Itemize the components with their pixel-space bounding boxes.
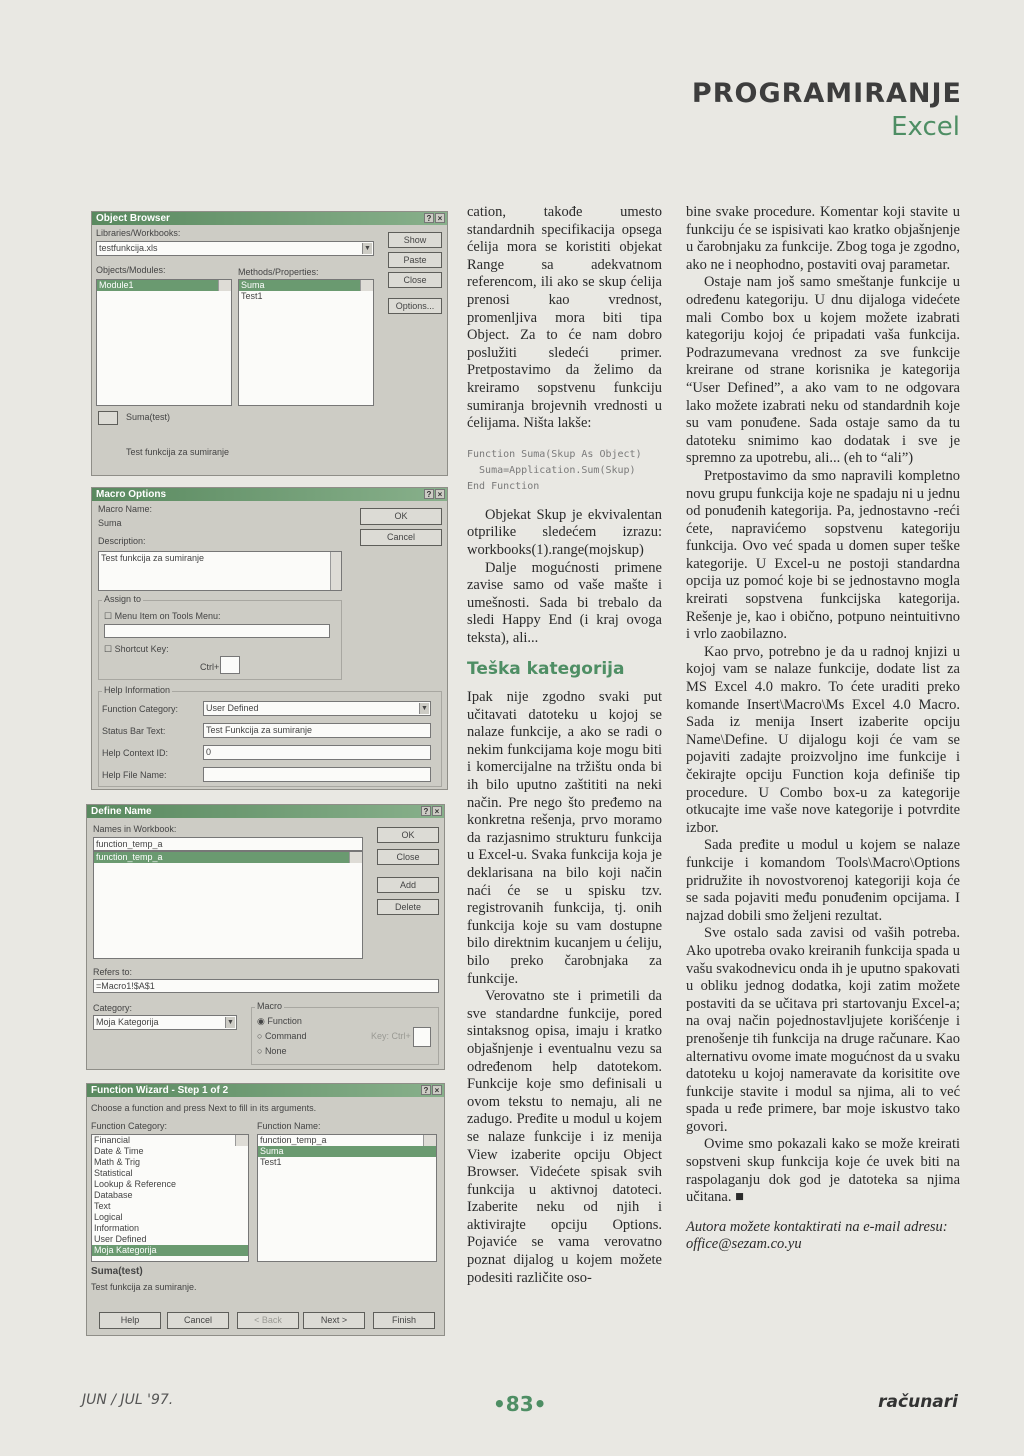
chevron-down-icon[interactable]: ▼ xyxy=(362,243,372,254)
list-item[interactable]: Test1 xyxy=(241,291,263,301)
status-bar-label: Status Bar Text: xyxy=(102,726,166,736)
libraries-label: Libraries/Workbooks: xyxy=(96,228,181,238)
paragraph: Verovatno ste i primetili da sve standardne funkcije, pored sintaksnog opisa, imaju i kratko objašnjenje i eventualnu vezu sa određenom help datotekom. Funkcije koje smo definisali u ovom tekstu to nemaju, ali ne zadugo. Pređite u modul u kojem se nalaze funkcije i iz menija View izaberite opciju Object Browser. Videćete spisak svih funkcija u aktivnoj datoteci. Izaberite neku od njih i aktivirajte opciju Options. Pojaviće se vama verovatno poznat dijalog u kojem možete podesiti različite oso- xyxy=(467,988,662,1286)
function-category-value: User Defined xyxy=(206,703,259,713)
define-name-dialog xyxy=(86,804,445,1070)
list-item[interactable]: Math & Trig xyxy=(94,1157,141,1167)
paragraph: bine svake procedure. Komentar koji stavite u funkciju će se ispisivati kao kratko objašnjenje u čarobnjaku za funkcije. Zbog toga je zgodno, ako ne i neophodno, postaviti ovaj parametar. xyxy=(686,204,960,273)
list-item[interactable]: User Defined xyxy=(94,1234,147,1244)
scrollbar[interactable] xyxy=(330,552,341,590)
library-select[interactable] xyxy=(96,241,374,256)
key-ctrl-label: Key: Ctrl+ xyxy=(371,1031,411,1041)
ok-button[interactable]: OK xyxy=(360,508,442,525)
options-button[interactable]: Options... xyxy=(388,298,442,314)
scrollbar[interactable] xyxy=(423,1135,436,1146)
function-name-label: Function Name: xyxy=(257,1121,321,1131)
list-item[interactable]: function_temp_a xyxy=(260,1135,327,1145)
function-wizard-dialog xyxy=(86,1083,445,1336)
category-select[interactable] xyxy=(93,1015,237,1030)
ctrl-label: Ctrl+ xyxy=(200,662,220,672)
shortcut-key-checkbox[interactable]: ☐ Shortcut Key: xyxy=(104,644,169,654)
object-browser-dialog xyxy=(91,211,448,476)
macro-name-value: Suma xyxy=(98,518,122,528)
function-description: Test funkcija za sumiranje. xyxy=(91,1282,197,1292)
section-heading: Teška kategorija xyxy=(467,659,625,680)
status-bar-field[interactable]: Test Funkcija za sumiranje xyxy=(203,723,431,738)
objects-label: Objects/Modules: xyxy=(96,265,166,275)
refers-to-label: Refers to: xyxy=(93,967,133,977)
code-block xyxy=(467,447,662,495)
close-icon[interactable]: × xyxy=(435,489,445,499)
paragraph: Ipak nije zgodno svaki put učitavati datoteku u kojoj se nalaze funkcije, a ako se radi o nekim funkcijama koje mogu biti i komercijalne na tržištu onda bi ih bilo uputno zaštititi na neki način. Pre nego što pređemo na konkretna rešenja, prvo moramo da razjasnimo strukturu funkcija u Excel-u. Svaka funkcija koja je deklarisana na bilo koji način naći će se u spisku tzv. registrovanih funkcija, tj. onih funkcija koje su vam dostupne bilo direktnim kucanjem u ćeliju, bilo preko čarobnjaka za funkcije. xyxy=(467,689,662,987)
menu-item-checkbox[interactable]: ☐ Menu Item on Tools Menu: xyxy=(104,611,221,621)
library-value: testfunkcija.xls xyxy=(99,243,158,253)
function-category-list[interactable] xyxy=(91,1134,249,1262)
chevron-down-icon[interactable]: ▼ xyxy=(225,1017,235,1028)
function-category-label: Function Category: xyxy=(91,1121,168,1131)
page-number: •83• xyxy=(493,1392,547,1416)
list-item[interactable]: Database xyxy=(94,1190,133,1200)
shortcut-key-label: Shortcut Key: xyxy=(114,644,169,654)
key-field[interactable] xyxy=(413,1027,431,1047)
none-radio-label: None xyxy=(264,1046,287,1056)
refers-to-field[interactable]: =Macro1!$A$1 xyxy=(93,979,439,993)
macro-name-label: Macro Name: xyxy=(98,504,153,514)
category-label: Category: xyxy=(93,1003,133,1013)
help-button[interactable] xyxy=(98,411,118,425)
article-column-middle xyxy=(467,204,662,1287)
paragraph: Dalje mogućnosti primene zavise samo od vaše mašte i umešnosti. Sada bi trebalo da sledi Happy End (i kraj ovoga teksta), ali... xyxy=(467,559,662,646)
delete-button[interactable]: Delete xyxy=(377,899,439,915)
help-file-field[interactable] xyxy=(203,767,431,782)
function-signature: Suma(test) xyxy=(91,1266,143,1277)
function-signature: Suma(test) xyxy=(126,412,171,422)
names-list[interactable] xyxy=(93,851,363,959)
list-item[interactable]: Text xyxy=(94,1201,111,1211)
command-radio[interactable]: ○ Command xyxy=(257,1031,307,1041)
category-value: Moja Kategorija xyxy=(96,1017,159,1027)
list-item[interactable]: Logical xyxy=(94,1212,123,1222)
function-category-label: Function Category: xyxy=(102,704,179,714)
list-item[interactable]: Module1 xyxy=(97,280,231,291)
function-description: Test funkcija za sumiranje xyxy=(126,447,230,457)
close-button[interactable]: Close xyxy=(377,849,439,865)
paragraph: Pretpostavimo da smo napravili kompletno novu grupu funkcija koje ne spadaju ni u jednu od ponuđenih kategorija. Pa, jednostavno -reći ćete, napravićemo sopstvenu kategoriju funkcija. Ovo već spada u domen super teške kategorije. U Excel-u ne postoji standardna opcija uz pomoć koje bi se jednostavno mogla kreirati sopstvena funkcijska kategorija. Rešenje je, kao i obično, potpuno neintuitivno i vrlo zaobilazno. xyxy=(686,467,960,643)
menu-item-field[interactable] xyxy=(104,624,330,638)
code-line: End Function xyxy=(467,480,540,492)
shortcut-key-field[interactable] xyxy=(220,656,240,674)
close-icon[interactable]: × xyxy=(432,806,442,816)
scrollbar[interactable] xyxy=(218,280,231,291)
code-line: Function Suma(Skup As Object) xyxy=(467,448,642,460)
add-button[interactable]: Add xyxy=(377,877,439,893)
section-title: PROGRAMIRANJE xyxy=(691,78,962,109)
macro-label: Macro xyxy=(257,1001,283,1011)
wizard-instruction: Choose a function and press Next to fill in its arguments. xyxy=(91,1103,317,1113)
paragraph: Sve ostalo sada zavisi od vaših potreba. Ako upotreba ovako kreiranih funkcija spada u vašu svakodnevicu onda ih je uputno spakovati u obliku jednog dodatka, koji zatim možete postaviti da se učitava pri startovanju Excel-a; na ovaj način pojednostavljujete korišćenje i prenošenje tih funkcija na druge računare. Kao alternativu ovome imate mogućnost da u svaku datoteku u kojoj nameravate da korisitite ove funkcije stavite i modul sa njima, ali to već spada u ređe primere, bar moje iskustvo tako govori. xyxy=(686,925,960,1135)
macro-options-titlebar[interactable] xyxy=(92,488,447,501)
list-item[interactable]: function_temp_a xyxy=(94,852,362,863)
chevron-down-icon[interactable]: ▼ xyxy=(419,703,429,714)
cancel-button[interactable]: Cancel xyxy=(360,529,442,546)
object-browser-title: Object Browser xyxy=(96,213,170,224)
magazine-name: računari xyxy=(878,1392,958,1412)
function-radio[interactable]: ◉ Function xyxy=(257,1016,302,1026)
assign-to-label: Assign to xyxy=(104,594,142,604)
paragraph: cation, takođe umesto standardnih specifikacija opsega ćelija mora se koristiti objekat Range sa adekvatnom referencom, ili ako se skup ćelija prenosi kao vrednost, promenljiva mora biti tipa Object. Za to će nam dobro poslužiti sledeći primer. Pretpostavimo da želimo da kreiramo sopstvenu funkciju sumiranja brojevnih vrednosti u ćelijama. Ništa lakše: xyxy=(467,204,662,432)
description-label: Description: xyxy=(98,536,146,546)
macro-options-title: Macro Options xyxy=(96,489,167,500)
help-context-label: Help Context ID: xyxy=(102,748,169,758)
help-icon[interactable]: ? xyxy=(421,1085,431,1095)
list-item[interactable]: Moja Kategorija xyxy=(92,1245,248,1256)
description-value: Test funkcija za sumiranje xyxy=(101,553,205,563)
function-wizard-titlebar[interactable] xyxy=(87,1084,444,1097)
help-button[interactable]: Help xyxy=(99,1312,161,1329)
names-label: Names in Workbook: xyxy=(93,824,177,834)
objects-list[interactable] xyxy=(96,279,232,406)
paragraph: Sada pređite u modul u kojem se nalaze funkcije i komandom Tools\Macro\Options pridružite ih novostvorenoj kategoriji koja će se sada pojaviti među ponuđenim opcijama. I najzad dobili smo željeni rezultat. xyxy=(686,837,960,924)
back-button[interactable]: < Back xyxy=(237,1312,299,1329)
help-icon[interactable]: ? xyxy=(424,489,434,499)
paragraph: Ostaje nam još samo smeštanje funkcije u određenu kategoriju. U dnu dijaloga videćete mali Combo box u kojem možete izabrati kategoriju kojoj će pripadati vaša funkcija. Podrazumevana vrednost za sve funkcije kreirane od strane korisnika je kategorija “User Defined”, a ako vam to ne odgovara lako možete izabrati neku od standardnih koje su vam ponuđene. Sada ostaje samo da tu datoteku snimimo kao dodatak i sve je spremno za upotrebu, ali... (eh to “ali”) xyxy=(686,274,960,467)
finish-button[interactable]: Finish xyxy=(373,1312,435,1329)
list-item[interactable]: Statistical xyxy=(94,1168,133,1178)
close-icon[interactable]: × xyxy=(432,1085,442,1095)
help-information-label: Help Information xyxy=(104,685,171,695)
list-item[interactable]: Financial xyxy=(94,1135,131,1145)
function-radio-label: Function xyxy=(267,1016,302,1026)
command-radio-label: Command xyxy=(264,1031,307,1041)
macro-options-dialog xyxy=(91,487,448,790)
methods-list[interactable] xyxy=(238,279,374,406)
methods-label: Methods/Properties: xyxy=(238,267,319,277)
object-browser-titlebar[interactable] xyxy=(92,212,447,225)
close-icon[interactable]: × xyxy=(435,213,445,223)
next-button[interactable]: Next > xyxy=(303,1312,365,1329)
scrollbar[interactable] xyxy=(349,852,362,863)
define-name-title: Define Name xyxy=(91,806,152,817)
description-field[interactable] xyxy=(98,551,342,591)
list-item[interactable]: Lookup & Reference xyxy=(94,1179,177,1189)
scrollbar[interactable] xyxy=(360,280,373,291)
list-item[interactable]: Suma xyxy=(239,280,373,291)
cancel-button[interactable]: Cancel xyxy=(167,1312,229,1329)
function-wizard-title: Function Wizard - Step 1 of 2 xyxy=(91,1085,229,1096)
code-line: Suma=Application.Sum(Skup) xyxy=(467,464,636,476)
show-button[interactable]: Show xyxy=(388,232,442,248)
section-topic: Excel xyxy=(891,112,960,142)
issue-date: JUN / JUL '97. xyxy=(82,1392,174,1408)
list-item[interactable]: Information xyxy=(94,1223,140,1233)
help-icon[interactable]: ? xyxy=(424,213,434,223)
help-file-label: Help File Name: xyxy=(102,770,167,780)
name-field[interactable]: function_temp_a xyxy=(93,837,363,851)
close-button[interactable]: Close xyxy=(388,272,442,288)
author-contact: Autora možete kontaktirati na e-mail adresu: office@sezam.co.yu xyxy=(686,1218,948,1253)
paragraph: Kao prvo, potrebno je da u radnoj knjizi u kojoj vam se nalaze funkcije, dodate list za MS Excel 4.0 makro. To ćete uraditi preko komande Insert\Macro\Ms Excel 4.0 Macro. Sada iz menija Insert izaberite opciju Name\Define. U dijalogu koji će vam se pojaviti zadajte proizvoljno ime funkcije i čekirajte opciju Function koja definiše tip procedure. U Combo box-u za kategorije otkucajte ime vaše nove kategorije i potvrdite izbor. xyxy=(686,643,960,836)
paste-button[interactable]: Paste xyxy=(388,252,442,268)
article-column-right xyxy=(686,204,960,1254)
paragraph: Objekat Skup je ekvivalentan otprilike sledećem izrazu: workbooks(1).range(mojskup) xyxy=(467,506,662,558)
define-name-titlebar[interactable] xyxy=(87,805,444,818)
list-item[interactable]: Suma xyxy=(258,1146,436,1157)
paragraph: Ovime smo pokazali kako se može kreirati sopstveni skup funkcija koje će uvek biti na raspolaganju dok god je datoteka sa njima učitana. ■ xyxy=(686,1136,960,1206)
scrollbar[interactable] xyxy=(235,1135,248,1146)
none-radio[interactable]: ○ None xyxy=(257,1046,287,1056)
list-item[interactable]: Date & Time xyxy=(94,1146,144,1156)
function-category-select[interactable] xyxy=(203,701,431,716)
ok-button[interactable]: OK xyxy=(377,827,439,843)
list-item[interactable]: Test1 xyxy=(260,1157,282,1167)
function-name-list[interactable] xyxy=(257,1134,437,1262)
help-icon[interactable]: ? xyxy=(421,806,431,816)
help-context-field[interactable]: 0 xyxy=(203,745,431,760)
menu-item-label: Menu Item on Tools Menu: xyxy=(114,611,221,621)
